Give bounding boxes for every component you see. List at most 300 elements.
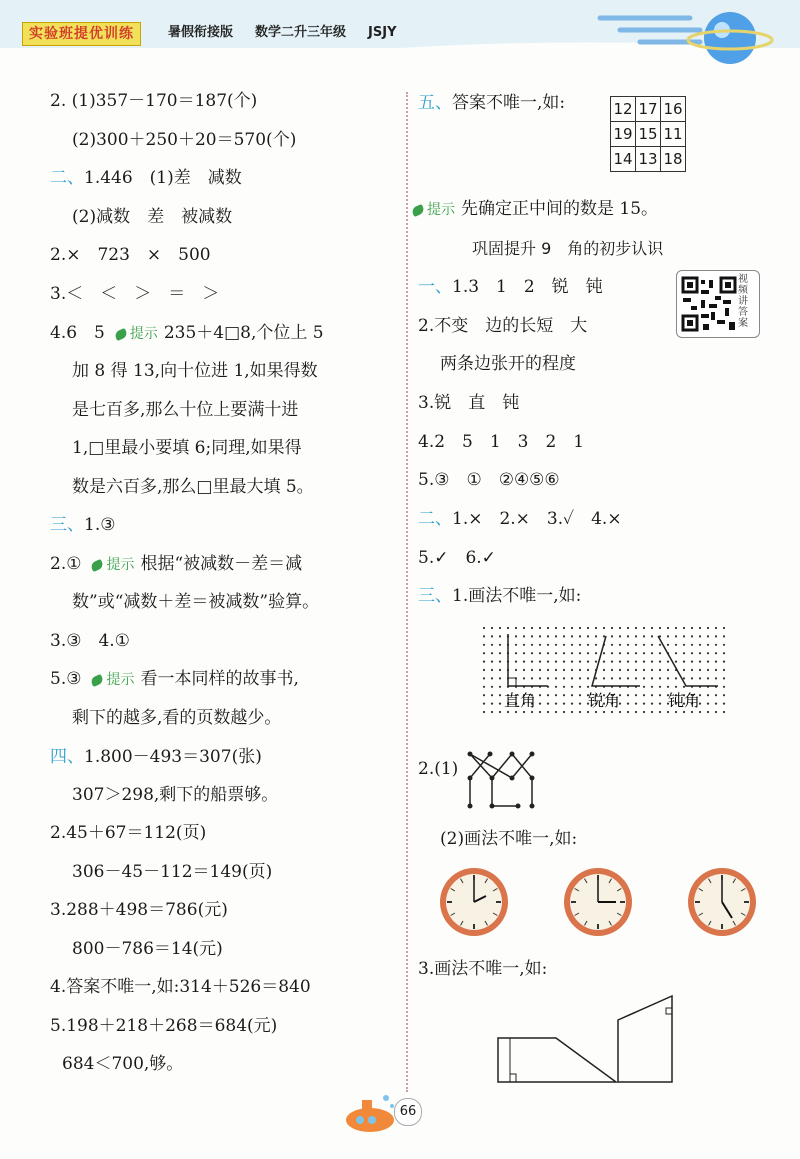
section-mark: 三、: [50, 515, 84, 535]
grid-dot: [515, 661, 517, 663]
grid-dot: [523, 652, 525, 654]
grid-dot: [547, 677, 549, 679]
grid-dot: [563, 677, 565, 679]
grid-dot: [499, 652, 501, 654]
grid-dot: [659, 661, 661, 663]
grid-dot: [587, 635, 589, 637]
clock-icon: [438, 866, 510, 938]
grid-dot: [483, 635, 485, 637]
grid-dot: [659, 644, 661, 646]
grid-dot: [627, 677, 629, 679]
grid-dot: [491, 661, 493, 663]
answer-line: 2.× 723 × 500: [50, 245, 211, 265]
grid-dot: [611, 644, 613, 646]
grid-dot: [651, 644, 653, 646]
grid-dot: [587, 711, 589, 713]
clock-icon: [686, 866, 758, 938]
clock-icon: [562, 866, 634, 938]
answer-line: 4.答案不唯一,如:314＋526＝840: [50, 977, 311, 997]
grid-dot: [635, 644, 637, 646]
grid-dot: [579, 686, 581, 688]
answer-line: 2.45＋67＝112(页): [50, 823, 207, 843]
hint-label: 提示: [91, 554, 134, 576]
grid-dot: [707, 652, 709, 654]
grade-label: 数学二升三年级: [255, 25, 347, 40]
grid-dot: [555, 686, 557, 688]
grid-dot: [627, 669, 629, 671]
grid-dot: [707, 635, 709, 637]
grid-dot: [675, 677, 677, 679]
grid-dot: [659, 686, 661, 688]
grid-dot: [499, 711, 501, 713]
grid-dot: [555, 635, 557, 637]
grid-dot: [507, 627, 509, 629]
grid-dot: [563, 686, 565, 688]
grid-dot: [699, 644, 701, 646]
grid-dot: [683, 686, 685, 688]
page-number: 66: [394, 1098, 422, 1126]
answer-line: 剩下的越多,看的页数越少。: [72, 708, 282, 728]
answer-line: [50, 514, 115, 536]
magic-cell: 14: [611, 147, 636, 172]
grid-dot: [603, 669, 605, 671]
grid-dot: [627, 635, 629, 637]
grid-dot: [595, 711, 597, 713]
grid-dot: [563, 711, 565, 713]
grid-dot: [715, 627, 717, 629]
grid-dot: [483, 652, 485, 654]
grid-dot: [627, 627, 629, 629]
header-info: [168, 22, 418, 44]
grid-dot: [515, 652, 517, 654]
grid-dot: [563, 644, 565, 646]
grid-dot: [595, 644, 597, 646]
section-mark: 二、: [50, 168, 84, 188]
grid-dot: [587, 677, 589, 679]
grid-dot: [563, 703, 565, 705]
grid-dot: [523, 711, 525, 713]
magic-square: [610, 96, 686, 172]
answer-text: 1.③: [84, 515, 116, 535]
grid-dot: [659, 694, 661, 696]
grid-dot: [523, 627, 525, 629]
answer-text: 答案不唯一,如:: [452, 93, 566, 113]
grid-dot: [715, 644, 717, 646]
answer-line: 4.2 5 1 3 2 1: [418, 432, 585, 452]
grid-dot: [643, 669, 645, 671]
grid-dot: [667, 635, 669, 637]
grid-dot: [715, 652, 717, 654]
grid-dot: [683, 627, 685, 629]
grid-dot: [571, 686, 573, 688]
grid-dot: [507, 711, 509, 713]
magic-cell: 16: [661, 97, 686, 122]
grid-dot: [611, 711, 613, 713]
grid-dot: [611, 661, 613, 663]
section-mark: 四、: [50, 747, 84, 767]
grid-dot: [515, 711, 517, 713]
grid-dot: [627, 661, 629, 663]
grid-dot: [539, 627, 541, 629]
grid-dot: [531, 711, 533, 713]
qr-code-icon[interactable]: [681, 276, 737, 332]
grid-dot: [491, 703, 493, 705]
grid-dot: [699, 635, 701, 637]
grid-dot: [643, 703, 645, 705]
grid-dot: [691, 669, 693, 671]
grid-dot: [675, 635, 677, 637]
grid-dot: [555, 703, 557, 705]
grid-dot: [483, 627, 485, 629]
grid-dot: [659, 652, 661, 654]
angle-label: 钝角: [668, 691, 701, 710]
grid-dot: [579, 661, 581, 663]
grid-dot: [499, 694, 501, 696]
grid-dot: [571, 711, 573, 713]
grid-dot: [723, 703, 725, 705]
grid-dot: [643, 635, 645, 637]
answer-line: 5.③ ① ②④⑤⑥: [418, 470, 560, 490]
grid-dot: [675, 661, 677, 663]
grid-dot: [483, 686, 485, 688]
grid-dot: [675, 711, 677, 713]
answer-line: 5.✓ 6.✓: [418, 548, 496, 568]
answer-text: 235＋4□8,个位上 5: [163, 323, 324, 343]
answer-line: 3.288＋498＝786(元): [50, 900, 228, 920]
grid-dot: [571, 652, 573, 654]
grid-dot: [579, 627, 581, 629]
grid-dot: [643, 694, 645, 696]
grid-dot: [723, 644, 725, 646]
grid-dot: [651, 652, 653, 654]
magic-cell: 13: [636, 147, 661, 172]
grid-dot: [547, 635, 549, 637]
grid-dot: [675, 686, 677, 688]
grid-dot: [683, 677, 685, 679]
grid-dot: [627, 694, 629, 696]
grid-dot: [683, 711, 685, 713]
grid-dot: [667, 686, 669, 688]
grid-dot: [491, 694, 493, 696]
grid-dot: [515, 644, 517, 646]
grid-dot: [547, 711, 549, 713]
grid-dot: [707, 711, 709, 713]
grid-dot: [723, 669, 725, 671]
grid-dot: [587, 652, 589, 654]
answer-text: 先确定正中间的数是 15。: [461, 199, 659, 219]
grid-dot: [483, 694, 485, 696]
answer-line: 3.锐 直 钝: [418, 393, 520, 413]
grid-dot: [571, 644, 573, 646]
grid-dot: [643, 711, 645, 713]
answer-text: 4.6 5: [50, 323, 105, 343]
grid-dot: [707, 669, 709, 671]
answer-text: 1.800－493＝307(张): [84, 747, 262, 767]
grid-dot: [651, 669, 653, 671]
hint-label: 提示: [91, 669, 134, 691]
answer-line: [418, 508, 622, 530]
grid-dot: [643, 661, 645, 663]
section-mark: 三、: [418, 586, 452, 606]
grid-dot: [547, 694, 549, 696]
grid-dot: [707, 694, 709, 696]
grid-dot: [539, 703, 541, 705]
grid-dot: [539, 694, 541, 696]
grid-dot: [603, 661, 605, 663]
grid-dot: [611, 627, 613, 629]
grid-dot: [595, 652, 597, 654]
grid-dot: [651, 686, 653, 688]
grid-dot: [603, 627, 605, 629]
answer-line: (2)300＋250＋20＝570(个): [72, 130, 297, 150]
grid-dot: [491, 635, 493, 637]
grid-dot: [515, 669, 517, 671]
grid-dot: [539, 635, 541, 637]
answer-line: 306－45－112＝149(页): [72, 862, 273, 882]
grid-dot: [715, 669, 717, 671]
answer-line: [412, 198, 658, 221]
grid-dot: [715, 635, 717, 637]
grid-dot: [579, 711, 581, 713]
grid-dot: [683, 635, 685, 637]
grid-dot: [683, 644, 685, 646]
grid-dot: [619, 669, 621, 671]
grid-dot: [523, 677, 525, 679]
grid-dot: [683, 661, 685, 663]
grid-dot: [571, 677, 573, 679]
grid-dot: [699, 669, 701, 671]
grid-dot: [707, 703, 709, 705]
grid-dot: [483, 711, 485, 713]
grid-dot: [539, 661, 541, 663]
grid-dot: [563, 635, 565, 637]
grid-dot: [707, 644, 709, 646]
answer-line: [50, 167, 242, 189]
grid-dot: [643, 644, 645, 646]
grid-dot: [619, 644, 621, 646]
grid-dot: [523, 669, 525, 671]
grid-dot: [611, 635, 613, 637]
section-title: 巩固提升 9 角的初步认识: [472, 239, 664, 258]
grid-dot: [723, 635, 725, 637]
answer-line: [418, 276, 603, 298]
answer-line: [50, 322, 324, 345]
grid-dot: [595, 661, 597, 663]
grid-dot: [619, 661, 621, 663]
grid-dot: [563, 694, 565, 696]
point-connection-figure: [462, 748, 552, 818]
magic-cell: 19: [611, 122, 636, 147]
grid-dot: [539, 652, 541, 654]
grid-dot: [531, 661, 533, 663]
grid-dot: [699, 652, 701, 654]
grid-dot: [691, 644, 693, 646]
grid-dot: [579, 635, 581, 637]
answer-line: 数”或“减数＋差＝被减数”验算。: [72, 592, 320, 612]
brand-title: 实验班提优训练: [22, 22, 141, 46]
grid-dot: [563, 669, 565, 671]
grid-dot: [651, 694, 653, 696]
grid-dot: [691, 711, 693, 713]
magic-cell: 11: [661, 122, 686, 147]
grid-dot: [659, 627, 661, 629]
grid-dot: [499, 635, 501, 637]
grid-dot: [619, 627, 621, 629]
grid-dot: [699, 661, 701, 663]
grid-dot: [531, 669, 533, 671]
grid-dot: [603, 677, 605, 679]
grid-dot: [547, 703, 549, 705]
answer-text: 5.③: [50, 669, 82, 689]
grid-dot: [667, 661, 669, 663]
grid-dot: [635, 677, 637, 679]
grid-dot: [643, 677, 645, 679]
grid-dot: [723, 694, 725, 696]
grid-dot: [723, 652, 725, 654]
grid-dot: [587, 669, 589, 671]
grid-dot: [699, 711, 701, 713]
grid-dot: [651, 661, 653, 663]
grid-dot: [723, 661, 725, 663]
grid-dot: [603, 711, 605, 713]
answer-line: 307＞298,剩下的船票够。: [72, 785, 279, 805]
grid-dot: [627, 703, 629, 705]
grid-dot: [539, 677, 541, 679]
grid-dot: [483, 661, 485, 663]
grid-dot: [499, 686, 501, 688]
answer-text: 根据“被减数－差＝减: [140, 554, 303, 574]
grid-dot: [675, 627, 677, 629]
grid-dot: [555, 644, 557, 646]
grid-dot: [635, 711, 637, 713]
grid-dot: [579, 652, 581, 654]
grid-dot: [691, 661, 693, 663]
grid-dot: [531, 627, 533, 629]
grid-dot: [587, 644, 589, 646]
grid-dot: [523, 644, 525, 646]
grid-dot: [539, 669, 541, 671]
grid-dot: [531, 652, 533, 654]
qr-label: 视频讲答案: [738, 274, 748, 329]
grid-dot: [555, 694, 557, 696]
grid-dot: [667, 627, 669, 629]
grid-dot: [491, 627, 493, 629]
grid-dot: [595, 677, 597, 679]
grid-dot: [555, 711, 557, 713]
grid-dot: [515, 627, 517, 629]
grid-dot: [491, 652, 493, 654]
grid-dot: [723, 686, 725, 688]
grid-dot: [483, 644, 485, 646]
grid-dot: [563, 627, 565, 629]
grid-dot: [651, 703, 653, 705]
grid-dot: [571, 635, 573, 637]
answer-line: 3.③ 4.①: [50, 631, 130, 651]
grid-dot: [571, 661, 573, 663]
grid-dot: [579, 644, 581, 646]
grid-dot: [667, 669, 669, 671]
grid-dot: [603, 635, 605, 637]
grid-dot: [627, 644, 629, 646]
answer-text: 1.× 2.× 3.✓ 4.×: [452, 509, 622, 529]
grid-dot: [635, 661, 637, 663]
grid-dot: [491, 644, 493, 646]
grid-dot: [563, 661, 565, 663]
grid-dot: [691, 635, 693, 637]
grid-dot: [555, 627, 557, 629]
grid-dot: [635, 635, 637, 637]
answer-text: 1.3 1 2 锐 钝: [452, 277, 603, 297]
grid-dot: [723, 677, 725, 679]
answer-line: 3.＜ ＜ ＞ ＝ ＞: [50, 284, 220, 304]
grid-dot: [499, 703, 501, 705]
grid-dot: [627, 652, 629, 654]
grid-dot: [635, 703, 637, 705]
angle-dot-grid: [478, 622, 728, 722]
grid-dot: [659, 711, 661, 713]
grid-dot: [659, 703, 661, 705]
grid-dot: [539, 711, 541, 713]
grid-dot: [675, 644, 677, 646]
magic-cell: 15: [636, 122, 661, 147]
grid-dot: [603, 652, 605, 654]
grid-dot: [643, 627, 645, 629]
answer-line: 加 8 得 13,向十位进 1,如果得数: [72, 361, 318, 381]
grid-dot: [491, 669, 493, 671]
grid-dot: [563, 652, 565, 654]
grid-dot: [691, 652, 693, 654]
answer-line: 2. (1)357－170＝187(个): [50, 91, 258, 111]
answer-line: 2.(1): [418, 759, 459, 779]
magic-cell: 18: [661, 147, 686, 172]
edition-label: 暑假衔接版: [168, 25, 234, 40]
answer-line: (2)画法不唯一,如:: [440, 829, 578, 849]
code-label: JSJY: [368, 25, 397, 40]
grid-dot: [499, 627, 501, 629]
answer-text: 2.①: [50, 554, 82, 574]
answer-line: 684＜700,够。: [62, 1054, 184, 1074]
grid-dot: [699, 627, 701, 629]
angle-label: 锐角: [588, 691, 621, 710]
grid-dot: [515, 635, 517, 637]
grid-dot: [619, 711, 621, 713]
grid-dot: [555, 669, 557, 671]
grid-dot: [659, 677, 661, 679]
grid-dot: [707, 677, 709, 679]
grid-dot: [651, 627, 653, 629]
grid-dot: [547, 661, 549, 663]
grid-dot: [555, 652, 557, 654]
grid-dot: [595, 635, 597, 637]
grid-dot: [651, 677, 653, 679]
grid-dot: [523, 635, 525, 637]
grid-dot: [611, 677, 613, 679]
grid-dot: [555, 677, 557, 679]
grid-dot: [627, 711, 629, 713]
grid-dot: [715, 711, 717, 713]
grid-dot: [531, 677, 533, 679]
grid-dot: [579, 669, 581, 671]
answer-line: [50, 746, 262, 768]
answer-line: 2.不变 边的长短 大: [418, 316, 588, 336]
grid-dot: [547, 627, 549, 629]
grid-dot: [491, 686, 493, 688]
grid-dot: [611, 669, 613, 671]
grid-dot: [667, 677, 669, 679]
grid-dot: [699, 677, 701, 679]
grid-dot: [723, 711, 725, 713]
grid-dot: [499, 644, 501, 646]
